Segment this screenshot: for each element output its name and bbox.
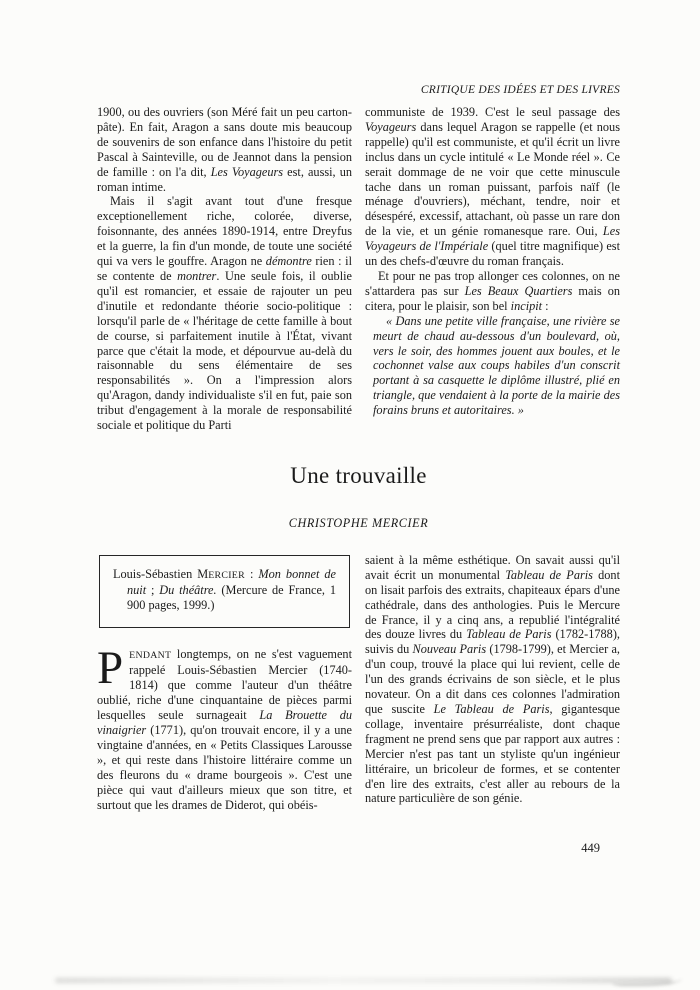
lead-paragraph-text: ENDANT longtemps, on ne s'est vaguement rappelé Louis-Sébastien Mercier (1740-1814) que comme l'auteur d'un théâtre oublié, riche d'une cinquantaine de pièces parmi lesquelles seule surnageait La Brouette du vinaigrier (1771), qu'on trouvait encore, il y a une vingtaine d'années, en « Petits Classiques Larousse », et qui reste dans l'histoire littéraire comme un des fleurons du « drame bourgeois ». C'est une pièce qui vaut d'ailleurs mieux que son titre, et surtout que les drames de Diderot, qui obéis-: [97, 646, 352, 812]
article-body-section: [97, 553, 620, 813]
drop-cap: P: [97, 641, 124, 694]
book-reference-text: Louis-Sébastien MERCIER : Mon bonnet de nuit ; Du théâtre. (Mercure de France, 1 900 pages, 1999.): [113, 566, 337, 613]
article-title: Une trouvaille: [290, 462, 427, 488]
scan-edge-shadow: [55, 978, 672, 983]
running-head: CRITIQUE DES IDÉES ET DES LIVRES: [420, 84, 620, 96]
scan-corner-shadow: [612, 974, 682, 986]
paragraph: Et pour ne pas trop allonger ces colonnes, on ne s'attardera pas sur Les Beaux Quartiers mais on citera, pour le plaisir, son bel incipit :: [365, 268, 620, 313]
paragraph-continuation: 1900, ou des ouvriers (son Méré fait un peu carton-pâte). En fait, Aragon a sans doute mis beaucoup de souvenirs de son enfance dans l'histoire du petit Pascal à Sainteville, ou de Jeannot dans la pension de famille : on l'a dit, Les Voyageurs est, aussi, un roman intime.: [97, 105, 352, 194]
paragraph: Mais il s'agit avant tout d'une fresque exceptionellement riche, colorée, diverse, foisonnante, des années 1890-1914, entre Dreyfus et la guerre, la fin d'un monde, de toute une société qui va vers le gouffre. Aragon ne démontre rien : il se contente de montrer. Une seule fois, il oublie qu'il est romancier, et essaie de rajouter un peu d'inutile et redondante théorie socio-politique : lorsqu'il parle de « l'héritage de cette famille à bout de course, si parfaitement inutile à l'État, vivant parce que c'était la mode, et dépourvue au-delà du raisonnable du sens élémentaire de ses responsabilités ». On a l'impression alors qu'Aragon, dandy individualiste s'il en fut, paie son tribut d'engagement à la morale de responsabilité sociale et politique du Parti: [97, 194, 352, 433]
paragraph-continuation: saient à la même esthétique. On savait aussi qu'il avait écrit un monumental Tableau de Paris dont on lisait parfois des extraits, chapiteaux épars d'une cathédrale, dans des anthologies. Puis le Mercure de France, il y a cinq ans, a republié l'intégralité des douze livres du Tableau de Paris (1782-1788), suivis du Nouveau Paris (1798-1799), et Mercier a, d'un coup, trouvé la place qui lui revient, celle de l'un des grands écrivains de son siècle, et le plus novateur. On a dit dans ces colonnes l'admiration que suscite Le Tableau de Paris, gigantesque collage, inventaire présurréaliste, dont chaque fragment ne prend sens que par rapport aux autres : Mercier n'est pas tant un styliste qu'un ingénieur littéraire, un bricoleur de formes, et se contenter d'en lire des extraits, c'est aller au rebours de la nature particulière de son génie.: [365, 552, 620, 806]
review-continuation-section: [97, 105, 620, 433]
incipit-quote: « Dans une petite ville française, une rivière se meurt de chaud au-dessous d'un boulevard, où, vers le soir, des hommes jouent aux boules, et le cochonnet valse aux coups habiles d'un conscrit portant à sa casquette le diplôme illustré, plié en triangle, que vendaient à la porte de la mairie des forains bruns et autoritaires. »: [373, 313, 620, 418]
top-left-column: [97, 105, 352, 433]
lower-left-column: [97, 553, 352, 813]
top-right-column: [365, 105, 620, 433]
page-number: 449: [581, 841, 600, 855]
lead-paragraph: [97, 641, 352, 813]
lower-right-column: [365, 553, 620, 813]
book-reference-box: [99, 555, 350, 628]
page-content: [97, 84, 620, 813]
paragraph-continuation: communiste de 1939. C'est le seul passage des Voyageurs dans lequel Aragon se rappelle (et nous rappelle) qu'il est communiste, et qu'il écrit un livre inclus dans un cycle intitulé « Le Monde réel ». Ce serait dommage de ne voir que cette minuscule tache dans un roman puissant, parfois naïf (le ménage d'ouvriers), méchant, tendre, noir et désespéré, excessif, attachant, où passe un rare don de la vie, et un génie romanesque rare. Oui, Les Voyageurs de l'Impériale (quel titre magnifique) est un des chefs-d'œuvre du roman français.: [365, 105, 620, 269]
article-author-byline: CHRISTOPHE MERCIER: [288, 515, 429, 530]
